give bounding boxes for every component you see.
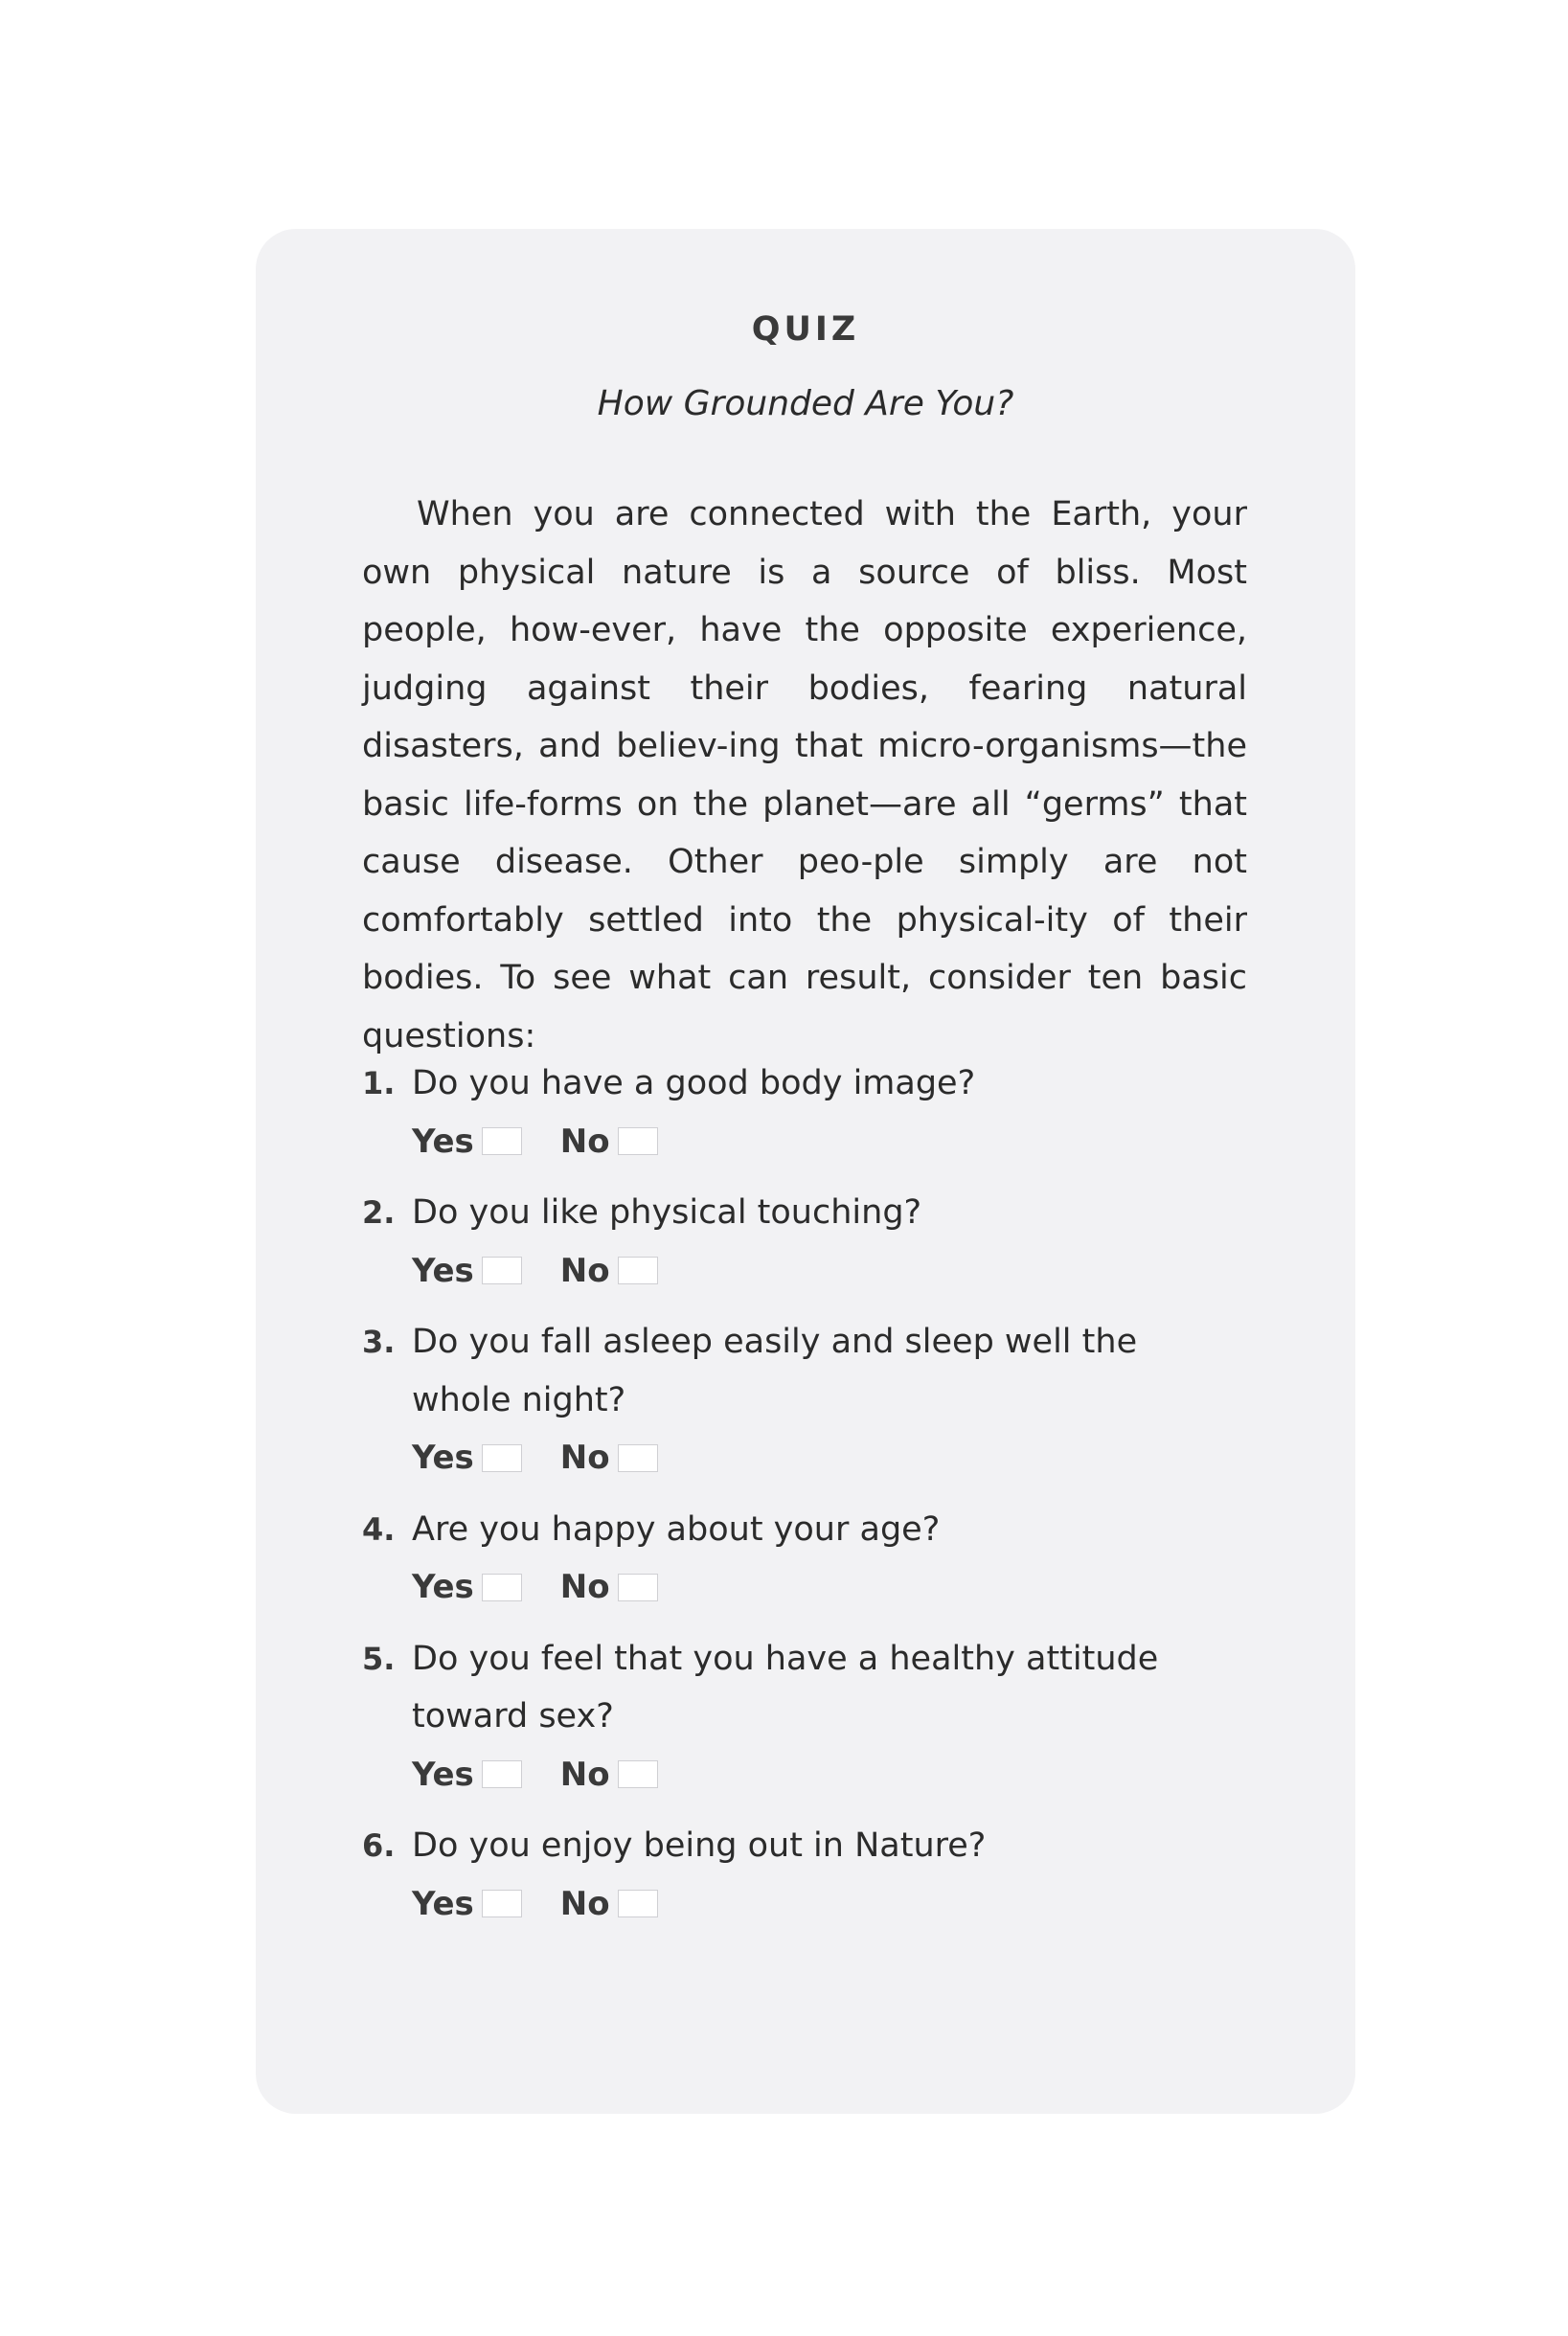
question-text: Do you feel that you have a healthy attitude toward sex? xyxy=(412,1639,1159,1735)
yes-label: Yes xyxy=(412,1122,474,1161)
yes-checkbox[interactable] xyxy=(482,1760,522,1788)
yes-checkbox[interactable] xyxy=(482,1574,522,1601)
no-option xyxy=(560,1123,658,1161)
answer-row xyxy=(412,1113,1247,1171)
question-text: Are you happy about your age? xyxy=(412,1509,941,1549)
no-checkbox[interactable] xyxy=(618,1890,658,1917)
no-checkbox[interactable] xyxy=(618,1760,658,1788)
question-item xyxy=(362,1055,1247,1170)
quiz-subtitle: How Grounded Are You? xyxy=(597,384,1014,423)
question-number: 1. xyxy=(362,1065,396,1101)
no-label: No xyxy=(559,1884,610,1923)
yes-label: Yes xyxy=(412,1251,474,1290)
no-checkbox[interactable] xyxy=(618,1444,658,1472)
answer-row xyxy=(412,1242,1247,1301)
question-number: 3. xyxy=(362,1324,396,1360)
no-label: No xyxy=(559,1755,610,1794)
yes-option xyxy=(412,1885,522,1923)
question-text: Do you fall asleep easily and sleep well the whole night? xyxy=(412,1323,1138,1419)
answer-row xyxy=(412,1746,1247,1804)
question-list xyxy=(362,1055,1247,1946)
question-item xyxy=(362,1313,1247,1487)
yes-label: Yes xyxy=(412,1439,474,1478)
yes-option xyxy=(412,1756,522,1794)
quiz-title: QUIZ xyxy=(751,310,860,349)
answer-row xyxy=(412,1429,1247,1487)
no-option xyxy=(560,1252,658,1290)
yes-checkbox[interactable] xyxy=(482,1257,522,1284)
question-text: Do you like physical touching? xyxy=(412,1193,922,1232)
no-checkbox[interactable] xyxy=(618,1574,658,1601)
no-option xyxy=(560,1756,658,1794)
answer-row xyxy=(412,1558,1247,1617)
question-item xyxy=(362,1184,1247,1300)
no-label: No xyxy=(559,1122,610,1161)
yes-checkbox[interactable] xyxy=(482,1890,522,1917)
no-label: No xyxy=(559,1439,610,1478)
no-option xyxy=(560,1885,658,1923)
yes-option xyxy=(412,1123,522,1161)
question-item xyxy=(362,1630,1247,1804)
yes-label: Yes xyxy=(412,1568,474,1607)
yes-checkbox[interactable] xyxy=(482,1444,522,1472)
intro-paragraph: When you are connected with the Earth, your own physical nature is a source of bliss. Most people, how-ever, have the opposite experience, judging against their bodies, fearing natural disasters, and believ-ing that micro-organisms—the basic life-forms on the planet—are all “germs” that cause disease. Other peo-ple simply are not comfortably settled into the physical-ity of their bodies. To see what can result, consider ten basic questions: xyxy=(362,495,1247,1055)
yes-checkbox[interactable] xyxy=(482,1127,522,1155)
quiz-card xyxy=(256,229,1355,2114)
question-item xyxy=(362,1501,1247,1617)
yes-option xyxy=(412,1252,522,1290)
yes-option xyxy=(412,1568,522,1606)
question-item xyxy=(362,1817,1247,1933)
question-text: Do you enjoy being out in Nature? xyxy=(412,1826,987,1865)
no-option xyxy=(560,1568,658,1606)
question-number: 5. xyxy=(362,1640,396,1677)
no-checkbox[interactable] xyxy=(618,1257,658,1284)
no-label: No xyxy=(559,1568,610,1607)
question-number: 4. xyxy=(362,1510,396,1548)
yes-label: Yes xyxy=(412,1884,474,1923)
yes-option xyxy=(412,1439,522,1477)
no-label: No xyxy=(559,1251,610,1290)
answer-row xyxy=(412,1875,1247,1934)
question-number: 6. xyxy=(362,1827,396,1864)
question-text: Do you have a good body image? xyxy=(412,1064,976,1102)
question-number: 2. xyxy=(362,1194,396,1231)
yes-label: Yes xyxy=(412,1755,474,1794)
no-checkbox[interactable] xyxy=(618,1127,658,1155)
no-option xyxy=(560,1439,658,1477)
